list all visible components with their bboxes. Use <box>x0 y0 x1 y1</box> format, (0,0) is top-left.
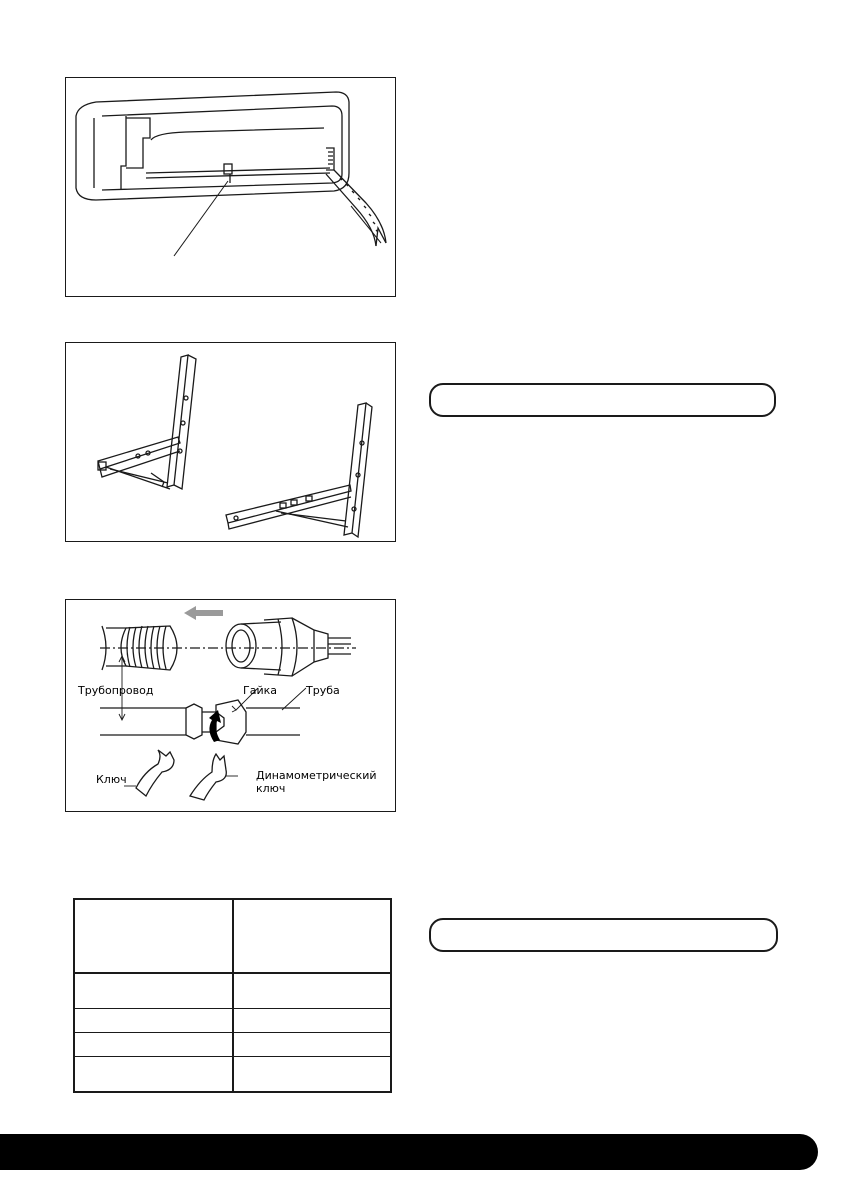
table-header-row <box>74 899 391 973</box>
table-header-cell <box>233 899 392 973</box>
label-pipeline: Трубопровод <box>78 684 154 697</box>
page-footer-bar <box>0 1134 818 1170</box>
table-row <box>74 1032 391 1056</box>
label-torque-wrench-line2: ключ <box>256 782 286 795</box>
table-cell <box>74 1009 233 1033</box>
table-cell <box>233 1009 392 1033</box>
torque-table <box>73 898 392 1093</box>
table-row <box>74 1056 391 1092</box>
figure-pipe-connection <box>65 599 396 812</box>
table-header-cell <box>74 899 233 973</box>
table-cell <box>74 973 233 1009</box>
direction-arrow-icon <box>184 606 223 620</box>
label-torque-wrench-line1: Динамометрический <box>256 769 377 782</box>
table-row <box>74 1009 391 1033</box>
brackets-illustration <box>66 343 396 542</box>
section-heading-box-1 <box>429 383 776 417</box>
figure-wall-brackets <box>65 342 396 542</box>
label-tube: Труба <box>306 684 340 697</box>
table-cell <box>74 1032 233 1056</box>
table-cell <box>233 1056 392 1092</box>
section-heading-box-2 <box>429 918 778 952</box>
label-wrench: Ключ <box>96 773 127 786</box>
indoor-unit-illustration <box>66 78 396 297</box>
table-cell <box>74 1056 233 1092</box>
table-row <box>74 973 391 1009</box>
table-cell <box>233 1032 392 1056</box>
figure-indoor-unit <box>65 77 396 297</box>
label-nut: Гайка <box>243 684 277 697</box>
table-cell <box>233 973 392 1009</box>
